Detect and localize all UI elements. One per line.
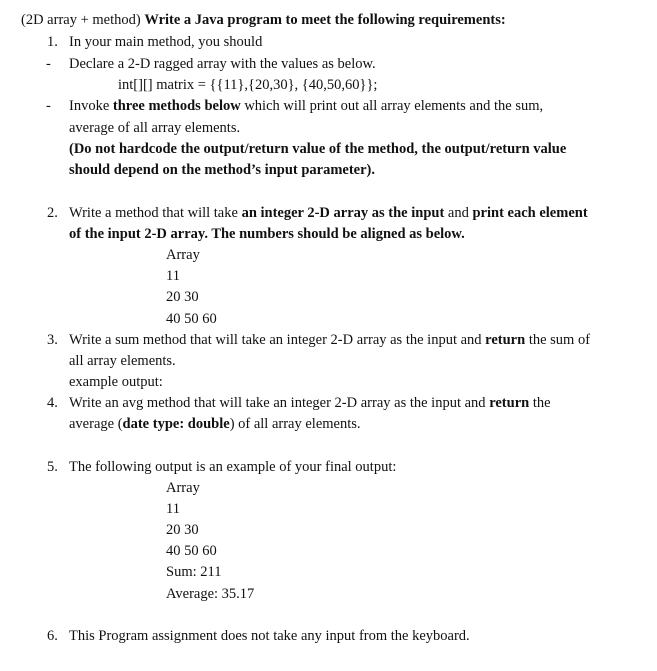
hardcode-note-line-1 bbox=[69, 140, 566, 158]
item-4-return-emphasis: return bbox=[489, 395, 530, 411]
hardcode-note-line-1-text: (Do not hardcode the output/return value of the method, the output/return value bbox=[69, 141, 567, 157]
item-3-line-1 bbox=[69, 331, 590, 349]
item-4-number: 4. bbox=[47, 395, 58, 411]
item-4-text-a: Write an avg method that will take an integer 2-D array as the input and bbox=[69, 395, 486, 411]
example-line: 11 bbox=[166, 268, 180, 284]
final-output-line: 11 bbox=[166, 501, 180, 517]
item-1-bullet-2-dash: - bbox=[46, 98, 51, 114]
item-3-text-c: the sum of bbox=[528, 332, 591, 348]
item-3-return-emphasis: return bbox=[485, 332, 526, 348]
item-2-text-a: Write a method that will take bbox=[69, 205, 238, 221]
item-4-text-average: average ( bbox=[69, 416, 123, 432]
item-4-line-1 bbox=[69, 394, 551, 412]
item-6-number: 6. bbox=[47, 628, 58, 644]
item-3-text-a: Write a sum method that will take an integer 2-D array as the input and bbox=[69, 332, 482, 348]
invoke-rest-text: which will print out all array elements and the sum, bbox=[244, 98, 544, 114]
final-output-line: Array bbox=[166, 480, 200, 496]
header-line bbox=[21, 11, 506, 29]
item-2-emphasis-print: print each element bbox=[472, 205, 588, 221]
item-2-number: 2. bbox=[47, 205, 58, 221]
final-output-line: 20 30 bbox=[166, 522, 199, 538]
invoke-text: Invoke bbox=[69, 98, 110, 114]
item-1-text: In your main method, you should bbox=[69, 34, 263, 50]
ragged-array-code: int[][] matrix = {{11},{20,30}, {40,50,60}}; bbox=[118, 77, 378, 93]
item-2-emphasis-input: an integer 2-D array as the input bbox=[241, 205, 445, 221]
item-4-text-rest: ) of all array elements. bbox=[229, 416, 361, 432]
header-title: Write a Java program to meet the following requirements: bbox=[144, 12, 506, 28]
header-prefix: (2D array + method) bbox=[21, 12, 141, 28]
item-2-text-and: and bbox=[447, 205, 469, 221]
item-2-line-1 bbox=[69, 204, 588, 222]
item-3-line-2: all array elements. bbox=[69, 353, 176, 369]
final-output-line: 40 50 60 bbox=[166, 543, 217, 559]
item-4-line-2 bbox=[69, 415, 361, 433]
item-2-line-2 bbox=[69, 225, 465, 243]
example-line: Array bbox=[166, 247, 200, 263]
item-4-type-emphasis: date type: double bbox=[122, 416, 230, 432]
item-5-text: The following output is an example of your final output: bbox=[69, 459, 397, 475]
item-3-line-3: example output: bbox=[69, 374, 163, 390]
example-line: 20 30 bbox=[166, 289, 199, 305]
hardcode-note-line-2-text: should depend on the method’s input parameter). bbox=[69, 162, 376, 178]
final-output-line: Sum: 211 bbox=[166, 564, 222, 580]
item-1-bullet-1-text: Declare a 2-D ragged array with the values as below. bbox=[69, 56, 376, 72]
item-1-bullet-2-line-1 bbox=[69, 97, 543, 115]
item-1-bullet-1-dash: - bbox=[46, 56, 51, 72]
item-1-bullet-2-line-2: average of all array elements. bbox=[69, 120, 241, 136]
item-3-number: 3. bbox=[47, 332, 58, 348]
three-methods-emphasis: three methods below bbox=[112, 98, 241, 114]
hardcode-note-line-2 bbox=[69, 161, 375, 179]
final-output-line: Average: 35.17 bbox=[166, 586, 255, 602]
item-1-number: 1. bbox=[47, 34, 58, 50]
example-line: 40 50 60 bbox=[166, 311, 217, 327]
item-6-text: This Program assignment does not take any input from the keyboard. bbox=[69, 628, 470, 644]
item-5-number: 5. bbox=[47, 459, 58, 475]
item-4-text-c: the bbox=[532, 395, 551, 411]
item-2-line-2-text: of the input 2-D array. The numbers should be aligned as below. bbox=[69, 226, 465, 242]
